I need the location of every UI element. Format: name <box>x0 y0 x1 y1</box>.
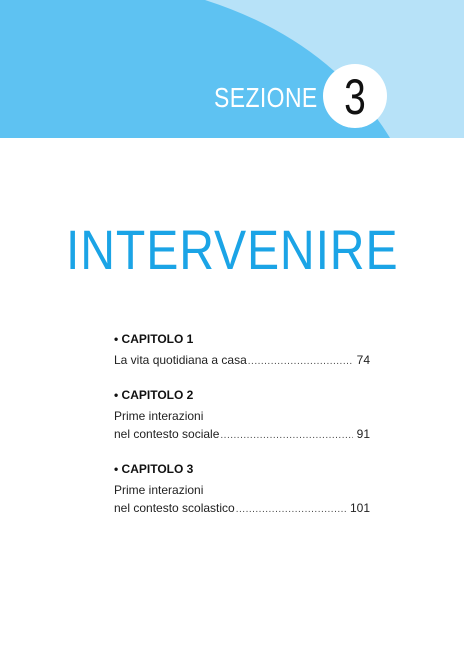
dot-leader <box>236 501 346 519</box>
dot-leader <box>248 353 353 371</box>
chapter-title-line <box>114 425 370 443</box>
chapter-entry-2[interactable] <box>114 386 370 443</box>
chapter-title-line <box>114 351 370 369</box>
dot-leader <box>220 427 352 445</box>
chapter-title: Prime interazioni <box>114 483 204 497</box>
chapter-title-line <box>114 499 370 517</box>
chapter-heading: • CAPITOLO 1 <box>114 332 194 346</box>
chapter-title-line <box>114 407 370 425</box>
chapter-title: nel contesto sociale <box>114 427 220 441</box>
chapter-title-line <box>114 481 370 499</box>
chapter-title: nel contesto scolastico <box>114 501 235 515</box>
section-number: 3 <box>344 69 366 125</box>
section-number-badge <box>323 64 387 128</box>
chapter-heading: • CAPITOLO 2 <box>114 388 194 402</box>
chapter-heading: • CAPITOLO 3 <box>114 462 194 476</box>
page-title-text: INTERVENIRE <box>65 218 399 281</box>
chapter-page-number: 101 <box>349 501 370 515</box>
decorative-curve <box>0 0 464 138</box>
chapter-page-number: 91 <box>356 427 370 441</box>
section-label: SEZIONE <box>214 82 318 113</box>
table-of-contents <box>114 330 370 534</box>
chapter-title: La vita quotidiana a casa <box>114 353 247 367</box>
chapter-entry-1[interactable] <box>114 330 370 369</box>
chapter-entry-3[interactable] <box>114 460 370 517</box>
chapter-title: Prime interazioni <box>114 409 204 423</box>
page-title <box>0 218 464 281</box>
section-header-band <box>0 0 464 138</box>
chapter-page-number: 74 <box>356 353 370 367</box>
